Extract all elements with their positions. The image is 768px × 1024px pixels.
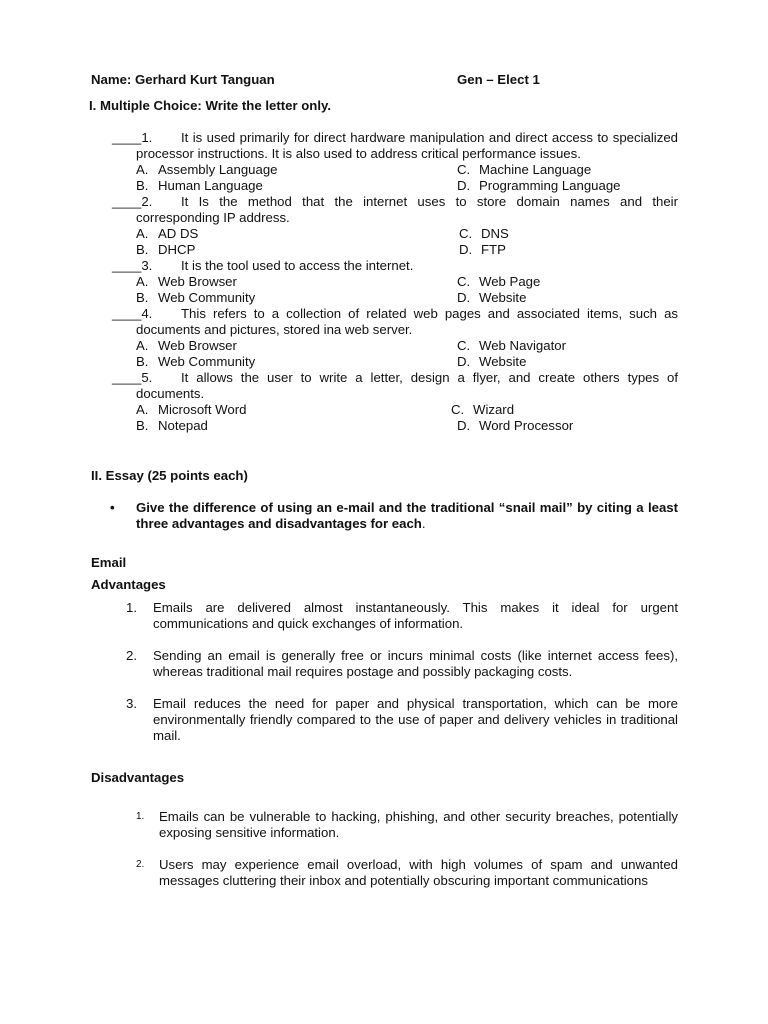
question-number: ____3. (112, 258, 153, 273)
list-item: 2. Users may experience email overload, with high volumes of spam and unwanted messages cluttering their inbox and potentially obscuring important communications (136, 857, 678, 888)
list-item: 3. Email reduces the need for paper and physical transportation, which can be more environmentally friendly compared to the use of paper and delivery vehicles in traditional mail. (126, 696, 678, 743)
option-d: D. FTP (459, 242, 506, 257)
option-a: A. AD DS (136, 226, 199, 241)
section-2-title: II. Essay (25 points each) (91, 468, 248, 483)
option-d: D. Website (457, 290, 527, 305)
question-text: ____4. This refers to a collection of related web pages and associated items, such as documents and pictures, stored ina web server. (112, 306, 678, 337)
question-text: ____5. It allows the user to write a letter, design a flyer, and create others types of documents. (112, 370, 678, 401)
essay-prompt-text: Give the difference of using an e-mail and the traditional “snail mail” by citing a least three advantages and disadvantages for each. (136, 500, 678, 531)
question-1 (112, 130, 678, 194)
option-b: B. Human Language (136, 178, 263, 193)
options (136, 274, 678, 306)
options (136, 338, 678, 370)
question-number: ____4. (112, 306, 153, 321)
question-text: ____2. It Is the method that the internet uses to store domain names and their corresponding IP address. (112, 194, 678, 225)
options (136, 162, 678, 194)
list-item: 2. Sending an email is generally free or incurs minimal costs (like internet access fees), whereas traditional mail requires postage and possibly packaging costs. (126, 648, 678, 679)
question-text: ____3. It is the tool used to access the internet. (112, 258, 414, 273)
question-3 (112, 258, 678, 306)
bullet-icon: • (110, 500, 115, 515)
multiple-choice-list (112, 130, 678, 434)
question-text: ____1. It is used primarily for direct hardware manipulation and direct access to specialized processor instructions. It is also used to address critical performance issues. (112, 130, 678, 161)
options (136, 402, 678, 434)
advantages-list (126, 600, 678, 760)
options (136, 226, 678, 258)
advantages-heading: Advantages (91, 577, 166, 592)
subject-label: Gen – Elect 1 (457, 72, 540, 87)
question-4 (112, 306, 678, 370)
disadvantages-list (136, 809, 678, 905)
list-item: 1. Emails can be vulnerable to hacking, phishing, and other security breaches, potentially exposing sensitive information. (136, 809, 678, 840)
option-c: C. Wizard (451, 402, 515, 417)
option-a: A. Assembly Language (136, 162, 278, 177)
student-name: Name: Gerhard Kurt Tanguan (91, 72, 275, 87)
email-heading: Email (91, 555, 127, 570)
disadvantages-heading: Disadvantages (91, 770, 185, 785)
question-number: ____5. (112, 370, 153, 385)
option-d: D. Programming Language (457, 178, 621, 193)
option-b: B. Web Community (136, 290, 256, 305)
header (91, 72, 678, 88)
option-d: D. Website (457, 354, 527, 369)
essay-prompt (110, 500, 678, 532)
option-c: C. DNS (459, 226, 509, 241)
option-a: A. Microsoft Word (136, 402, 247, 417)
option-c: C. Machine Language (457, 162, 592, 177)
question-number: ____1. (112, 130, 153, 145)
option-b: B. Notepad (136, 418, 208, 433)
list-item: 1. Emails are delivered almost instantaneously. This makes it ideal for urgent communications and quick exchanges of information. (126, 600, 678, 631)
question-5 (112, 370, 678, 434)
option-a: A. Web Browser (136, 274, 237, 289)
option-c: C. Web Navigator (457, 338, 566, 353)
option-b: B. Web Community (136, 354, 256, 369)
section-1-title: I. Multiple Choice: Write the letter only. (89, 98, 332, 113)
option-b: B. DHCP (136, 242, 196, 257)
option-d: D. Word Processor (457, 418, 574, 433)
question-number: ____2. (112, 194, 153, 209)
option-a: A. Web Browser (136, 338, 237, 353)
question-2 (112, 194, 678, 258)
option-c: C. Web Page (457, 274, 541, 289)
